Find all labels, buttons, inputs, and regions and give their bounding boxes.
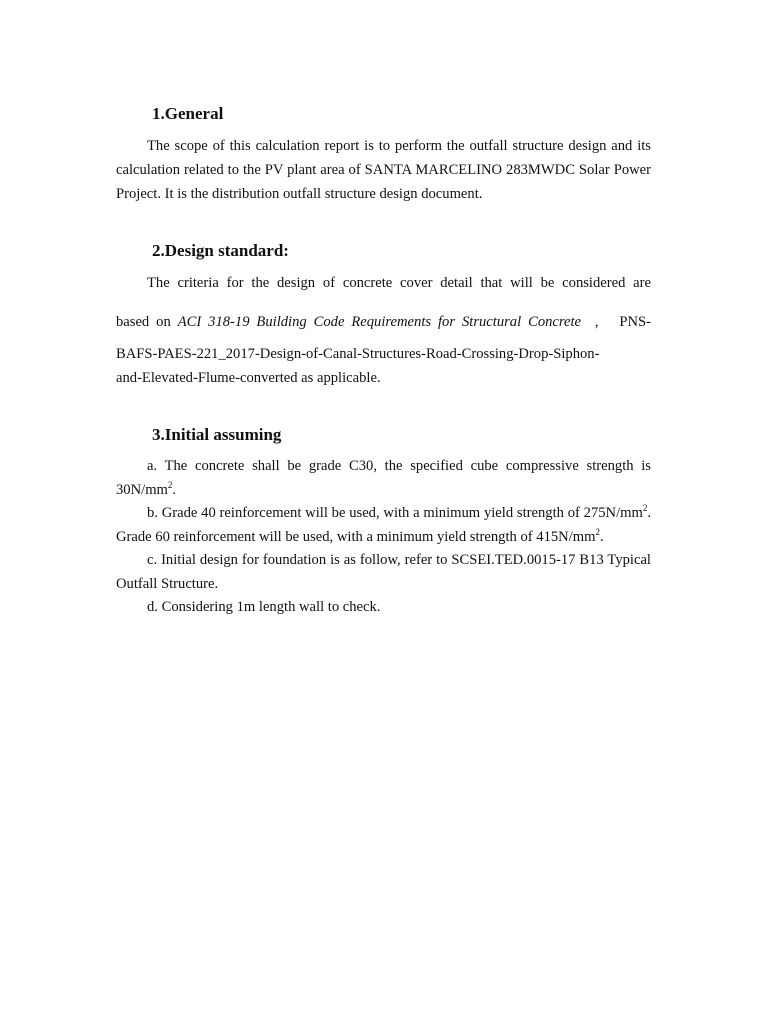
design-standard-line-4: and-Elevated-Flume-converted as applicable. [116, 370, 381, 386]
section-heading-initial-assuming: 3.Initial assuming [152, 425, 282, 444]
aci-standard-reference: ACI 318-19 Building Code Requirements for Structural Concrete [177, 314, 582, 330]
section-heading-general: 1.General [152, 104, 224, 123]
design-standard-line-3: BAFS-PAES-221_2017-Design-of-Canal-Structures-Road-Crossing-Drop-Siphon- [116, 346, 600, 362]
item-d: d. Considering 1m length wall to check. [147, 599, 381, 615]
item-b: b. Grade 40 reinforcement will be used, with a minimum yield strength of $275N/mm^2$. Grade 60 reinforcement will be used, with a minimum yield strength of $415N/mm^2$. [116, 503, 651, 545]
design-standard-paragraph [116, 271, 651, 390]
item-c: c. Initial design for foundation is as follow, refer to SCSEI.TED.0015-17 B13 Typical Outfall Structure. [116, 552, 651, 592]
item-a: a. The concrete shall be grade C30, the specified cube compressive strength is $30N/mm^2$. [116, 458, 651, 498]
design-standard-suffix: , PNS- [581, 314, 651, 330]
design-standard-line-1: The criteria for the design of concrete cover detail that will be considered are [147, 275, 651, 291]
design-standard-line-2 [116, 310, 651, 334]
initial-assuming-list [116, 455, 651, 620]
design-standard-prefix: based on [116, 314, 178, 330]
general-paragraph: The scope of this calculation report is to perform the outfall structure design and its calculation related to the PV plant area of SANTA MARCELINO 283MWDC Solar Power Project. It is the distribution outfall structure design document. [116, 138, 651, 202]
section-heading-design-standard: 2.Design standard: [152, 241, 289, 260]
